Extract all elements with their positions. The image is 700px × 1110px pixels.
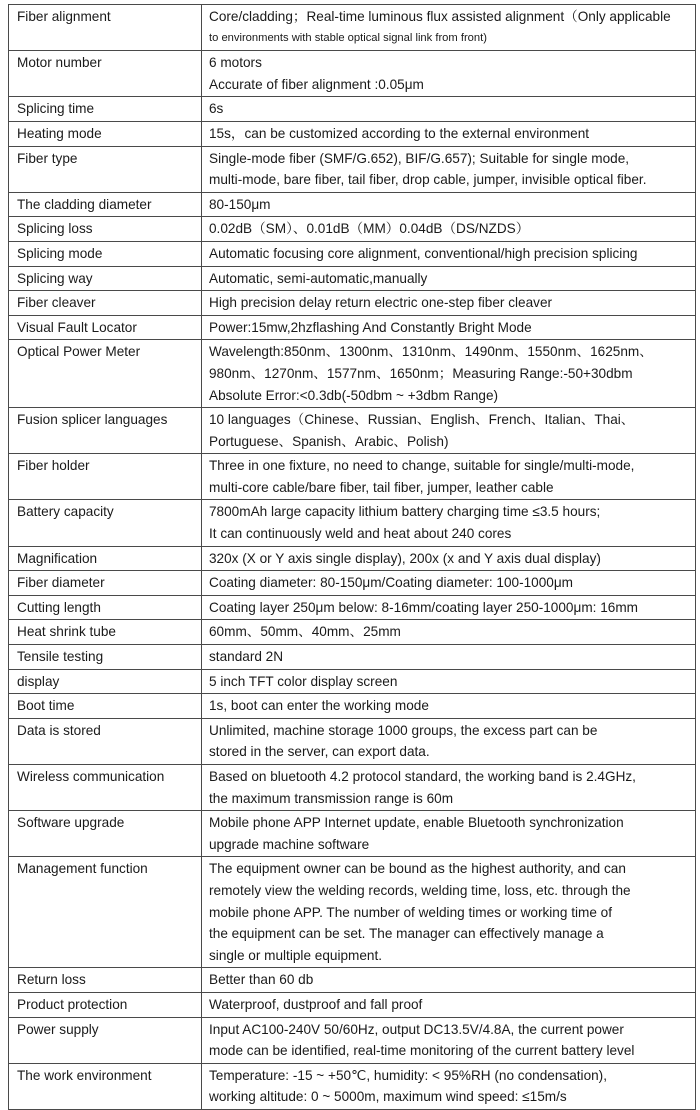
spec-row [9, 500, 696, 546]
spec-label: Cutting length [9, 595, 202, 620]
spec-row [9, 595, 696, 620]
spec-label: Power supply [9, 1017, 202, 1063]
spec-value [202, 992, 696, 1017]
spec-value-line: Better than 60 db [209, 972, 314, 988]
spec-label: Boot time [9, 694, 202, 719]
spec-value-line: 6s [209, 101, 224, 117]
spec-value-line: stored in the server, can export data. [209, 744, 430, 760]
spec-value [202, 192, 696, 217]
spec-row [9, 968, 696, 993]
spec-label: Management function [9, 857, 202, 968]
spec-row [9, 546, 696, 571]
spec-value [202, 291, 696, 316]
spec-label: Tensile testing [9, 645, 202, 670]
spec-value [202, 51, 696, 97]
spec-value [202, 645, 696, 670]
spec-row [9, 121, 696, 146]
spec-value-line: Input AC100-240V 50/60Hz, output DC13.5V/4.8A, the current power [209, 1021, 624, 1037]
spec-value-line: Single-mode fiber (SMF/G.652), BIF/G.657); Suitable for single mode, [209, 150, 630, 166]
spec-value [202, 1063, 696, 1109]
spec-value-line: High precision delay return electric one-step fiber cleaver [209, 295, 553, 311]
spec-row [9, 291, 696, 316]
spec-label: The cladding diameter [9, 192, 202, 217]
spec-value-line: standard 2N [209, 649, 284, 665]
spec-value-line: multi-mode, bare fiber, tail fiber, drop cable, jumper, invisible optical fiber. [209, 172, 647, 188]
spec-value [202, 968, 696, 993]
spec-value [202, 718, 696, 764]
spec-label: Wireless communication [9, 765, 202, 811]
spec-value-line: 15s，can be customized according to the external environment [209, 125, 590, 141]
spec-label: Splicing way [9, 266, 202, 291]
spec-value-line: 60mm、50mm、40mm、25mm [209, 624, 401, 640]
spec-value-line: Automatic, semi-automatic,manually [209, 270, 428, 286]
spec-value-line: It can continuously weld and heat about 240 cores [209, 526, 512, 542]
spec-label: Fusion splicer languages [9, 408, 202, 454]
spec-row [9, 571, 696, 596]
spec-value [202, 765, 696, 811]
spec-label: Motor number [9, 51, 202, 97]
spec-value [202, 620, 696, 645]
spec-label: Fiber alignment [9, 5, 202, 51]
spec-value-line: 5 inch TFT color display screen [209, 673, 398, 689]
spec-value [202, 546, 696, 571]
spec-value-line: Coating layer 250μm below: 8-16mm/coating layer 250-1000μm: 16mm [209, 599, 638, 615]
spec-value-line: 1s, boot can enter the working mode [209, 698, 429, 714]
spec-row [9, 694, 696, 719]
spec-value-line: 6 motors [209, 55, 262, 71]
spec-row [9, 857, 696, 968]
spec-label: Battery capacity [9, 500, 202, 546]
spec-row [9, 1063, 696, 1109]
spec-value [202, 315, 696, 340]
spec-value-line: 80-150μm [209, 196, 271, 212]
spec-value [202, 454, 696, 500]
spec-label: Software upgrade [9, 811, 202, 857]
spec-label: Fiber holder [9, 454, 202, 500]
spec-label: Return loss [9, 968, 202, 993]
spec-row [9, 620, 696, 645]
spec-value-line: Absolute Error:<0.3db(-50dbm ~ +3dbm Range) [209, 387, 499, 403]
spec-value-line: The equipment owner can be bound as the highest authority, and can [209, 861, 626, 877]
spec-value [202, 571, 696, 596]
spec-label: Splicing mode [9, 241, 202, 266]
spec-value-line: to environments with stable optical signal link from front) [209, 31, 487, 44]
spec-row [9, 408, 696, 454]
spec-label: The work environment [9, 1063, 202, 1109]
spec-value [202, 241, 696, 266]
spec-value [202, 1017, 696, 1063]
spec-row [9, 669, 696, 694]
spec-value [202, 5, 696, 51]
spec-label: Magnification [9, 546, 202, 571]
spec-row [9, 765, 696, 811]
spec-label: Splicing time [9, 97, 202, 122]
spec-value-line: Temperature: -15 ~ +50℃, humidity: < 95%RH (no condensation), [209, 1067, 607, 1083]
spec-row [9, 241, 696, 266]
spec-value [202, 857, 696, 968]
spec-value-line: single or multiple equipment. [209, 947, 383, 963]
spec-label: Heating mode [9, 121, 202, 146]
spec-row [9, 97, 696, 122]
spec-row [9, 992, 696, 1017]
spec-value-line: Three in one fixture, no need to change, suitable for single/multi-mode, [209, 458, 635, 474]
spec-value-line: Based on bluetooth 4.2 protocol standard, the working band is 2.4GHz, [209, 769, 636, 784]
spec-value-line: 7800mAh large capacity lithium battery charging time ≤3.5 hours; [209, 504, 601, 520]
spec-value-line: Accurate of fiber alignment :0.05μm [209, 76, 424, 92]
spec-value-line: mode can be identified, real-time monitoring of the current battery level [209, 1043, 635, 1059]
spec-value [202, 669, 696, 694]
spec-label: Fiber diameter [9, 571, 202, 596]
spec-label: display [9, 669, 202, 694]
spec-table-body [9, 5, 696, 1110]
spec-row [9, 192, 696, 217]
spec-label: Fiber type [9, 146, 202, 192]
spec-value [202, 266, 696, 291]
spec-value-line: working altitude: 0 ~ 5000m, maximum wind speed: ≤15m/s [209, 1089, 567, 1105]
spec-value-line: multi-core cable/bare fiber, tail fiber, jumper, leather cable [209, 479, 554, 495]
spec-row [9, 146, 696, 192]
spec-value-line: upgrade machine software [209, 836, 370, 852]
spec-row [9, 454, 696, 500]
spec-value [202, 694, 696, 719]
spec-row [9, 1017, 696, 1063]
spec-value [202, 500, 696, 546]
spec-value-line: the equipment can be set. The manager can effectively manage a [209, 926, 604, 942]
spec-value-line: Power:15mw,2hzflashing And Constantly Bright Mode [209, 319, 532, 335]
spec-row [9, 645, 696, 670]
spec-row [9, 217, 696, 242]
spec-row [9, 340, 696, 408]
spec-value-line: 0.02dB（SM）、0.01dB（MM）0.04dB（DS/NZDS） [209, 221, 530, 237]
spec-value-line: Wavelength:850nm、1300nm、1310nm、1490nm、1550nm、1625nm、 [209, 344, 653, 360]
spec-label: Splicing loss [9, 217, 202, 242]
spec-row [9, 718, 696, 764]
spec-value-line: Automatic focusing core alignment, conventional/high precision splicing [209, 245, 638, 261]
spec-label: Data is stored [9, 718, 202, 764]
spec-value-line: Unlimited, machine storage 1000 groups, the excess part can be [209, 722, 598, 738]
spec-value-line: mobile phone APP. The number of welding times or working time of [209, 904, 612, 920]
spec-value-line: remotely view the welding records, welding time, loss, etc. through the [209, 882, 631, 898]
spec-row [9, 315, 696, 340]
spec-label: Optical Power Meter [9, 340, 202, 408]
spec-row [9, 51, 696, 97]
spec-value [202, 121, 696, 146]
spec-value-line: Core/cladding；Real-time luminous flux assisted alignment（Only applicable [209, 9, 671, 24]
spec-value-line: the maximum transmission range is 60m [209, 790, 454, 806]
spec-value [202, 217, 696, 242]
spec-label: Heat shrink tube [9, 620, 202, 645]
spec-label: Fiber cleaver [9, 291, 202, 316]
spec-label: Visual Fault Locator [9, 315, 202, 340]
spec-value [202, 595, 696, 620]
spec-value-line: 320x (X or Y axis single display), 200x (x and Y axis dual display) [209, 550, 601, 566]
spec-value [202, 408, 696, 454]
spec-value-line: 10 languages（Chinese、Russian、English、French、Italian、Thai、 [209, 412, 635, 428]
spec-value [202, 97, 696, 122]
spec-value-line: Waterproof, dustproof and fall proof [209, 996, 423, 1012]
spec-row [9, 266, 696, 291]
spec-value [202, 811, 696, 857]
spec-value-line: Mobile phone APP Internet update, enable Bluetooth synchronization [209, 815, 624, 831]
spec-row [9, 811, 696, 857]
spec-value-line: Coating diameter: 80-150μm/Coating diameter: 100-1000μm [209, 575, 574, 591]
spec-row [9, 5, 696, 51]
spec-table [8, 4, 696, 1110]
spec-value [202, 340, 696, 408]
spec-value [202, 146, 696, 192]
spec-value-line: Portuguese、Spanish、Arabic、Polish) [209, 433, 449, 449]
spec-value-line: 980nm、1270nm、1577nm、1650nm；Measuring Range:-50+30dbm [209, 365, 633, 381]
spec-label: Product protection [9, 992, 202, 1017]
